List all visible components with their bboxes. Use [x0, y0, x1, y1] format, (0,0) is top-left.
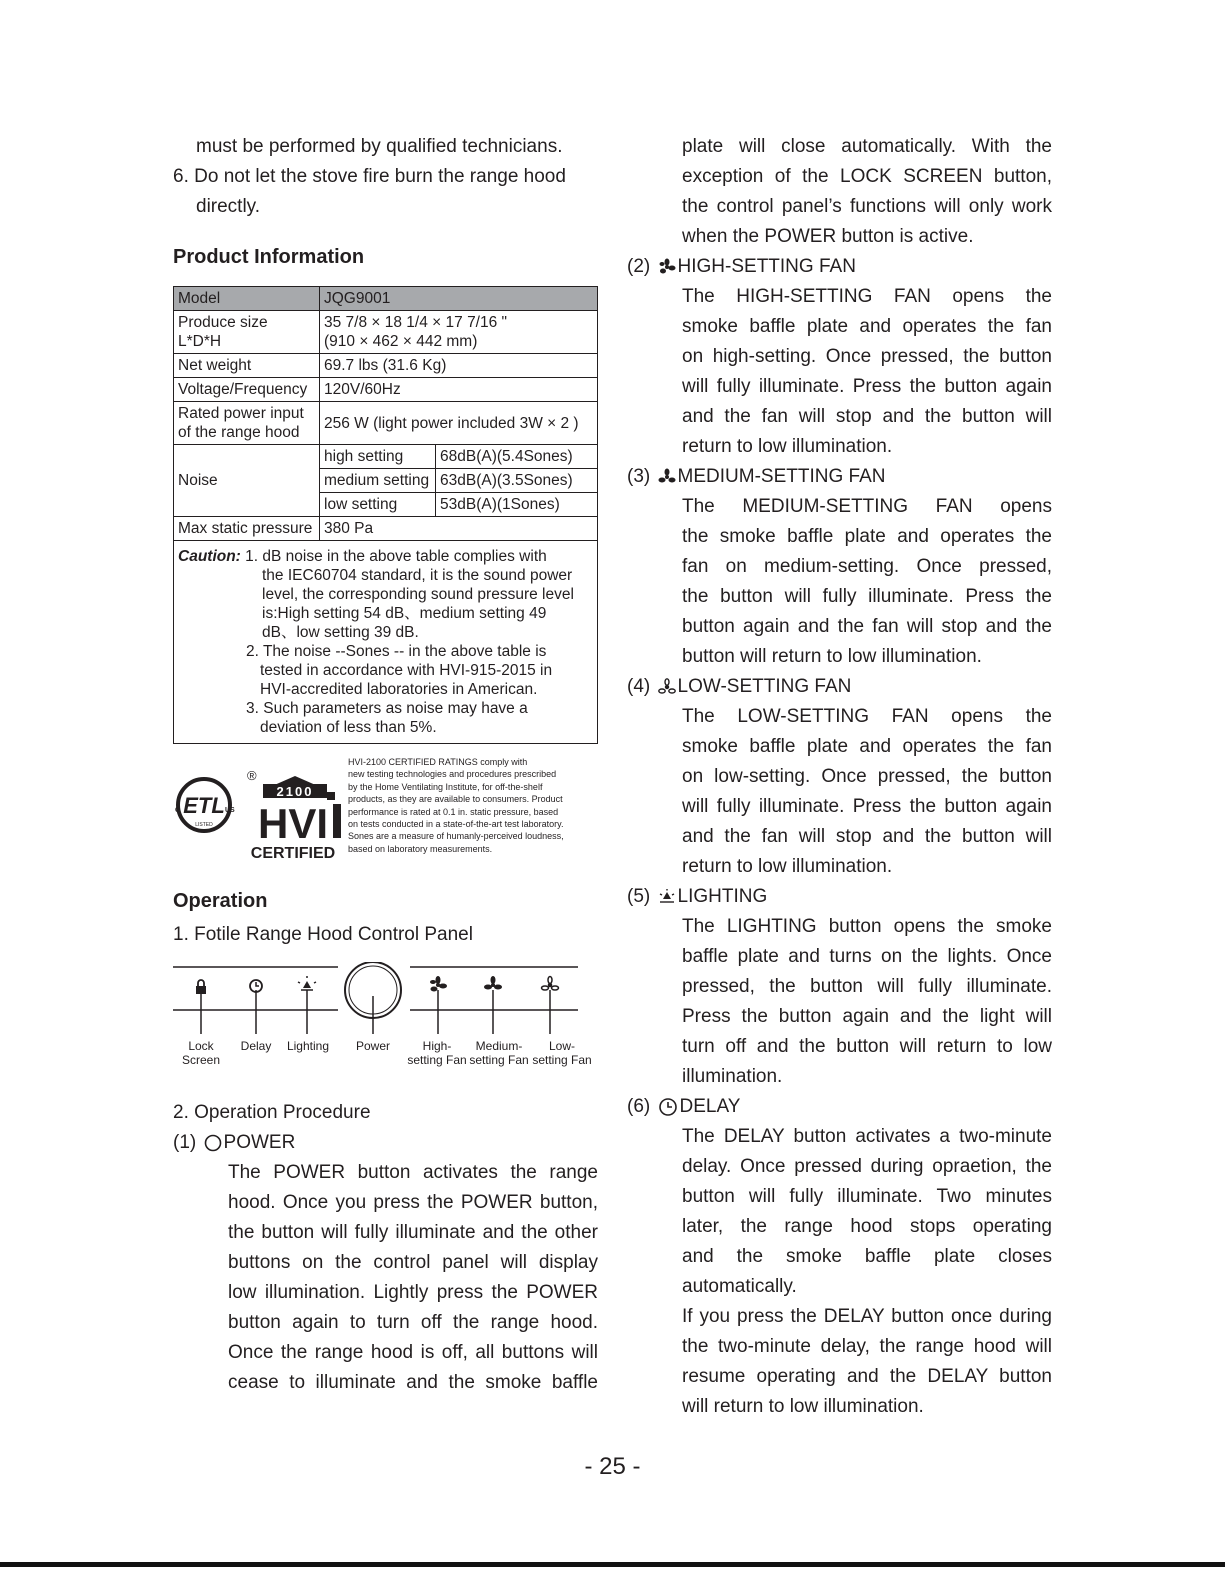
svg-text:HVI: HVI [257, 800, 329, 847]
noise-setting: medium setting [320, 469, 436, 493]
caution-label: Caution: [178, 548, 241, 565]
caution-line: dB、low setting 39 dB. [262, 624, 419, 641]
high-setting-fan-title [627, 252, 1052, 282]
svg-text:LISTED: LISTED [195, 822, 213, 828]
cert-line: new testing technologies and procedures prescribed [348, 769, 557, 780]
power-label: Rated power input of the range hood [174, 402, 320, 445]
power-line: the button will fully illuminate and the other [228, 1222, 598, 1243]
text-line: return to low illumination. [682, 856, 893, 877]
text-line: and the fan will stop and the button will [682, 826, 1052, 847]
table-row [174, 541, 598, 744]
text-line: The LOW-SETTING FAN opens the [682, 706, 1052, 727]
text-line: the smoke baffle plate and operates the [682, 526, 1052, 547]
page-number: - 25 - [584, 1453, 641, 1480]
text-line: will return to low illumination. [682, 1396, 924, 1417]
caution-line: is:High setting 54 dB、medium setting 49 [262, 605, 547, 622]
fan-low-icon[interactable] [542, 977, 559, 991]
power-title: POWER [223, 1132, 296, 1153]
low-setting-fan-title [627, 672, 1052, 702]
voltage-value: 120V/60Hz [320, 378, 598, 402]
light-icon [658, 888, 676, 906]
control-panel-diagram [173, 962, 598, 1078]
noise-setting: low setting [320, 493, 436, 517]
text-line: The HIGH-SETTING FAN opens the [682, 286, 1052, 307]
item-6-number: 6. [173, 166, 189, 187]
power-line: cease to illuminate and the smoke baffle [228, 1372, 598, 1393]
caution-line: deviation of less than 5%. [260, 719, 437, 736]
left-column [173, 132, 598, 1398]
high-setting-fan-description [627, 282, 1052, 462]
noise-label: Noise [174, 445, 320, 517]
power-section-title [173, 1128, 598, 1158]
section-number: (2) [627, 256, 651, 277]
table-row [174, 378, 598, 402]
label-lighting: Lighting [286, 1039, 330, 1053]
power-line: low illumination. Lightly press the POWER [228, 1282, 598, 1303]
power-line: Once the range hood is off, all buttons will [228, 1342, 598, 1363]
intro-line: must be performed by qualified technicians. [196, 136, 563, 157]
weight-value: 69.7 lbs (31.6 Kg) [320, 354, 598, 378]
certification-block [173, 750, 598, 868]
cert-line: on tests conducted in a state-of-the-art test laboratory. [348, 819, 564, 830]
label-low-setting-fan: Low- setting Fan [532, 1039, 592, 1067]
cert-line: Sones are a measure of humanly-perceived loudness, [348, 831, 564, 842]
caution-line: tested in accordance with HVI-915-2015 in [260, 662, 553, 679]
section-number: (3) [627, 466, 651, 487]
label-lock-screen: Lock Screen [181, 1039, 221, 1067]
noise-value: 53dB(A)(1Sones) [436, 493, 598, 517]
svg-text:US: US [225, 807, 235, 814]
text-line: the two-minute delay, the range hood will [682, 1336, 1052, 1357]
delay-description [627, 1122, 1052, 1422]
table-row [174, 354, 598, 378]
fan-medium-icon[interactable] [484, 976, 502, 990]
text-line: If you press the DELAY button once during [682, 1306, 1052, 1327]
item-6-text: Do not let the stove fire burn the range hood [194, 166, 566, 187]
text-line: will fully illuminate. Press the button again [682, 376, 1052, 397]
fan-high-icon [658, 258, 676, 276]
medium-setting-fan-title [627, 462, 1052, 492]
text-line: fan on medium-setting. Once pressed, [682, 556, 1052, 577]
caution-line: the IEC60704 standard, it is the sound power [262, 567, 573, 584]
pressure-value: 380 Pa [320, 517, 598, 541]
medium-setting-fan-description [627, 492, 1052, 672]
table-row [174, 402, 598, 445]
svg-text:C: C [175, 807, 181, 814]
text-line: and the fan will stop and the button will [682, 406, 1052, 427]
text-line: button will return to low illumination. [682, 646, 982, 667]
model-value: JQG9001 [320, 287, 598, 311]
svg-text:CERTIFIED: CERTIFIED [250, 845, 336, 862]
text-line: will fully illuminate. Press the button again [682, 796, 1052, 817]
table-row [174, 517, 598, 541]
section-number: (6) [627, 1096, 651, 1117]
noise-value: 68dB(A)(5.4Sones) [436, 445, 598, 469]
noise-setting: high setting [320, 445, 436, 469]
text-line: pressed, the button will fully illuminate. [682, 976, 1052, 997]
fan-low-icon [658, 678, 676, 696]
text-line: button will fully illuminate. Two minutes [682, 1186, 1052, 1207]
text-line: later, the range hood stops operating [682, 1216, 1052, 1237]
hvi-certification-text [348, 756, 598, 855]
hvi-certified-logo [235, 762, 355, 862]
bottom-border [0, 1562, 1225, 1567]
power-circle-icon [204, 1134, 222, 1152]
light-icon[interactable] [298, 976, 316, 990]
text-line: smoke baffle plate and operates the fan [682, 316, 1052, 337]
text-line: The LIGHTING button opens the smoke [682, 916, 1052, 937]
text-line: return to low illumination. [682, 436, 893, 457]
text-line: and the smoke baffle plate closes [682, 1246, 1052, 1267]
power-continuation [627, 132, 1052, 252]
text-line: illumination. [682, 1066, 783, 1087]
power-section-number: (1) [173, 1132, 197, 1153]
section-title: LOW-SETTING FAN [677, 676, 852, 697]
text-line: button again and the fan will stop and the [682, 616, 1052, 637]
text-line: The DELAY button activates a two-minute [682, 1126, 1052, 1147]
text-line: plate will close automatically. With the [682, 136, 1052, 157]
table-row [174, 445, 598, 469]
text-line: on high-setting. Once pressed, the button [682, 346, 1052, 367]
item-6-continuation: directly. [196, 196, 261, 217]
fan-medium-icon [658, 468, 676, 486]
caution-line: 2. The noise --Sones -- in the above table is [246, 643, 547, 660]
text-line: on low-setting. Once pressed, the button [682, 766, 1052, 787]
fan-high-icon[interactable] [430, 976, 447, 992]
caution-line: HVI-accredited laboratories in American. [260, 681, 538, 698]
caution-line: 1. dB noise in the above table complies with [245, 548, 547, 565]
model-label: Model [174, 287, 320, 311]
product-information-heading: Product Information [173, 246, 365, 268]
right-column [627, 132, 1052, 1422]
operation-procedure-heading: 2. Operation Procedure [173, 1102, 371, 1123]
text-line: delay. Once pressed during opraetion, the [682, 1156, 1052, 1177]
cert-line: based on laboratory measurements. [348, 843, 493, 854]
text-line: when the POWER button is active. [682, 226, 974, 247]
clock-icon [658, 1097, 678, 1117]
label-high-setting-fan: High- setting Fan [407, 1039, 467, 1067]
text-line: resume operating and the DELAY button [682, 1366, 1052, 1387]
text-line: Press the button again and the light will [682, 1006, 1052, 1027]
cert-line: performance is rated at 0.1 in. static pressure, based [348, 806, 559, 817]
text-line: the button will fully illuminate. Press the [682, 586, 1052, 607]
product-spec-table [173, 286, 598, 744]
etl-listed-logo [173, 774, 235, 836]
section-title: DELAY [679, 1096, 741, 1117]
lock-icon[interactable] [196, 980, 206, 994]
text-line: the control panel’s functions will only work [682, 196, 1052, 217]
voltage-label: Voltage/Frequency [174, 378, 320, 402]
caution-line: level, the corresponding sound pressure level [262, 586, 574, 603]
section-number: (5) [627, 886, 651, 907]
text-line: baffle plate and turns on the lights. Once [682, 946, 1052, 967]
cert-line: by the Home Ventilating Institute, for off-the-shelf [348, 781, 543, 792]
section-number: (4) [627, 676, 651, 697]
weight-label: Net weight [174, 354, 320, 378]
section-title: MEDIUM-SETTING FAN [677, 466, 886, 487]
power-description [173, 1158, 598, 1398]
cert-line: HVI-2100 CERTIFIED RATINGS comply with [348, 757, 528, 767]
svg-text:®: ® [247, 768, 257, 783]
section-title: HIGH-SETTING FAN [677, 256, 856, 277]
power-line: buttons on the control panel will display [228, 1252, 598, 1273]
item-6 [173, 162, 598, 192]
table-row [174, 287, 598, 311]
label-medium-setting-fan: Medium- setting Fan [469, 1039, 529, 1067]
delay-title [627, 1092, 1052, 1122]
power-line: The POWER button activates the range [228, 1162, 598, 1183]
power-value: 256 W (light power included 3W × 2 ) [320, 402, 598, 445]
caution-line: 3. Such parameters as noise may have a [246, 700, 528, 717]
size-label: Produce size L*D*H [174, 311, 320, 354]
text-line: smoke baffle plate and operates the fan [682, 736, 1052, 757]
caution-note [174, 541, 598, 744]
lighting-title [627, 882, 1052, 912]
text-line: The MEDIUM-SETTING FAN opens [682, 496, 1052, 517]
size-value: 35 7/8 × 18 1/4 × 17 7/16 " (910 × 462 × 442 mm) [320, 311, 598, 354]
label-power: Power [355, 1039, 390, 1053]
table-row [174, 311, 598, 354]
text-line: turn off and the button will return to low [682, 1036, 1052, 1057]
pressure-label: Max static pressure [174, 517, 320, 541]
label-delay: Delay [240, 1039, 272, 1053]
svg-text:2100: 2100 [276, 784, 314, 799]
low-setting-fan-description [627, 702, 1052, 882]
noise-value: 63dB(A)(3.5Sones) [436, 469, 598, 493]
control-panel-title: 1. Fotile Range Hood Control Panel [173, 924, 473, 945]
text-line: exception of the LOCK SCREEN button, [682, 166, 1052, 187]
power-line: button again to turn off the range hood. [228, 1312, 598, 1333]
power-line: hood. Once you press the POWER button, [228, 1192, 598, 1213]
cert-line: products, as they are available to consumers. Product [348, 794, 563, 805]
text-line: automatically. [682, 1276, 797, 1297]
svg-text:ETL: ETL [183, 793, 225, 818]
lighting-description [627, 912, 1052, 1092]
section-title: LIGHTING [677, 886, 768, 907]
operation-heading: Operation [173, 890, 268, 912]
